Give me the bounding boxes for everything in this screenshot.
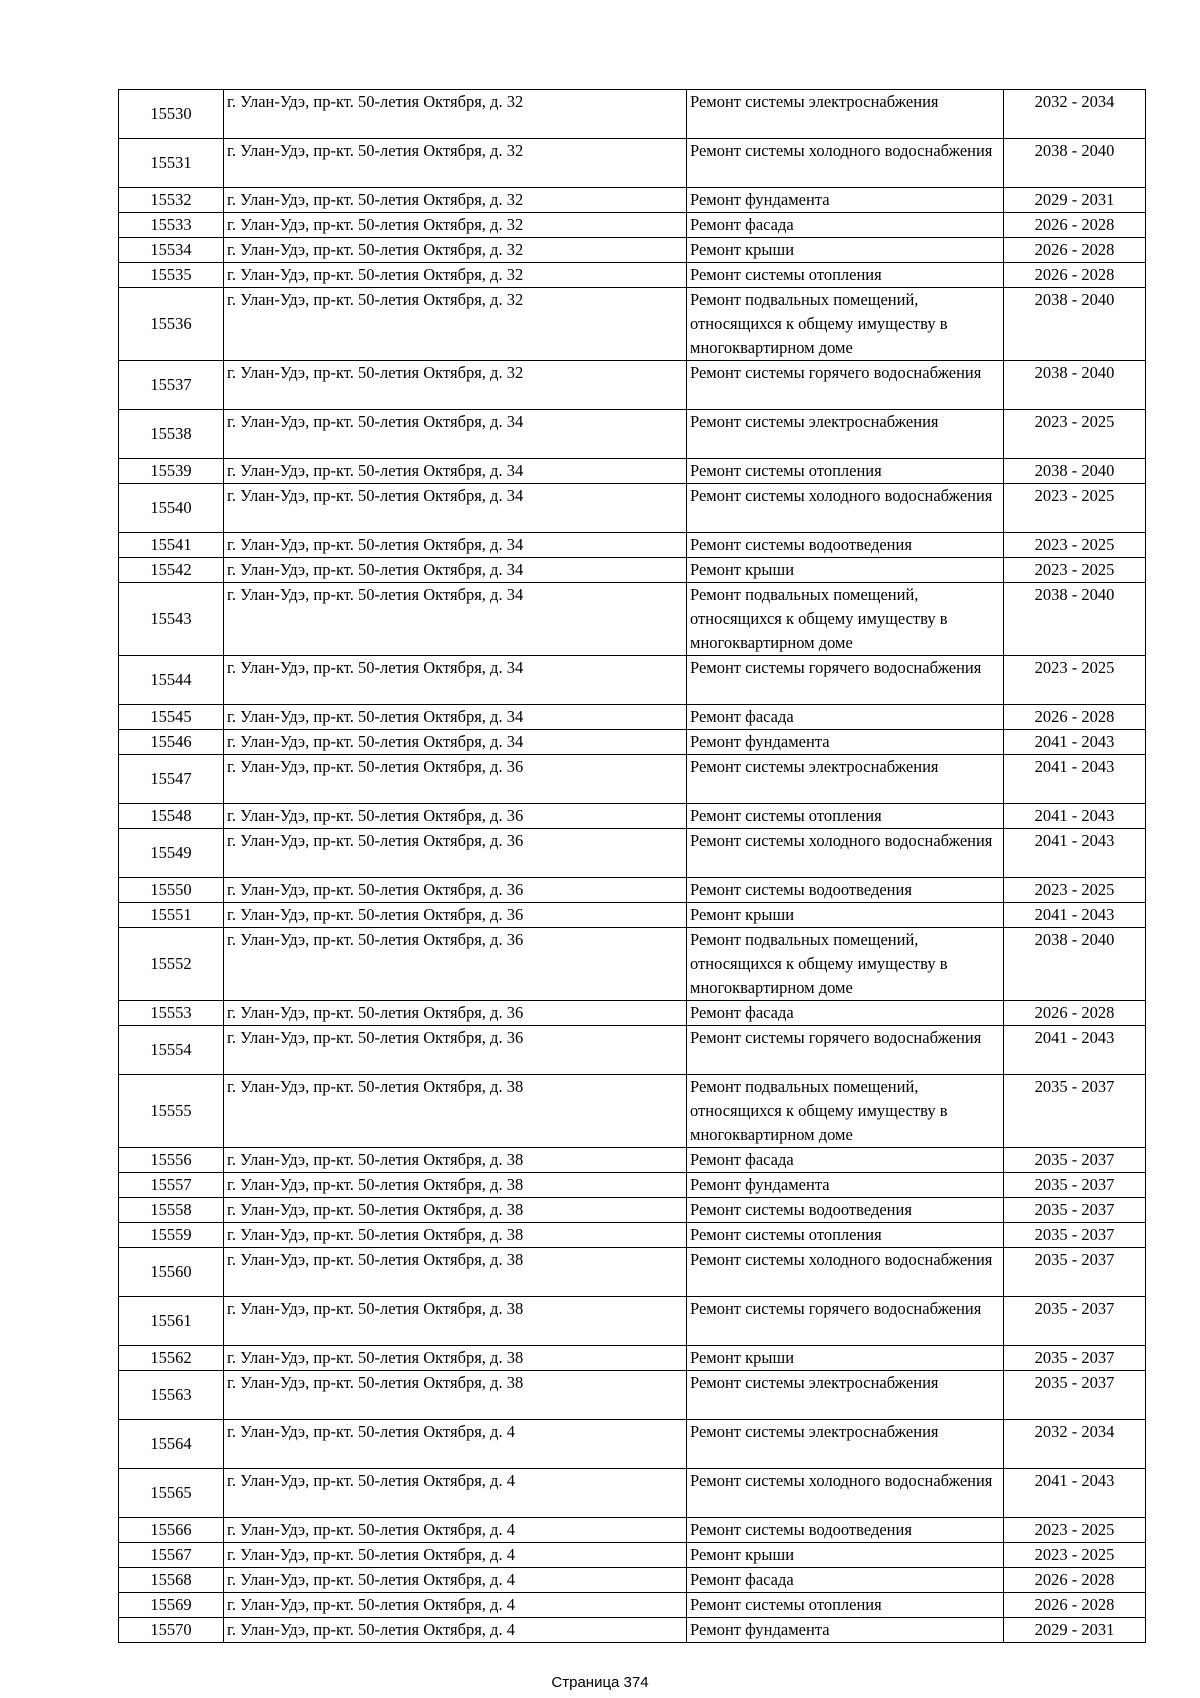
row-address: г. Улан-Удэ, пр-кт. 50-летия Октября, д. 36 — [224, 928, 687, 1001]
row-work-type: Ремонт системы водоотведения — [687, 533, 1004, 558]
row-period: 2041 - 2043 — [1004, 903, 1146, 928]
row-work-type: Ремонт фундамента — [687, 1173, 1004, 1198]
row-work-type: Ремонт системы горячего водоснабжения — [687, 361, 1004, 410]
row-period: 2038 - 2040 — [1004, 139, 1146, 188]
table-row — [119, 755, 1146, 804]
row-period: 2026 - 2028 — [1004, 705, 1146, 730]
table-row — [119, 705, 1146, 730]
row-number: 15541 — [119, 533, 224, 558]
table-row — [119, 361, 1146, 410]
row-number: 15565 — [119, 1469, 224, 1518]
row-number: 15556 — [119, 1148, 224, 1173]
row-period: 2023 - 2025 — [1004, 533, 1146, 558]
row-period: 2026 - 2028 — [1004, 263, 1146, 288]
row-work-type: Ремонт подвальных помещений, относящихся к общему имуществу в многоквартирном доме — [687, 288, 1004, 361]
table-row — [119, 1148, 1146, 1173]
row-work-type: Ремонт фасада — [687, 213, 1004, 238]
row-number: 15564 — [119, 1420, 224, 1469]
row-address: г. Улан-Удэ, пр-кт. 50-летия Октября, д. 34 — [224, 656, 687, 705]
row-number: 15534 — [119, 238, 224, 263]
row-number: 15530 — [119, 90, 224, 139]
row-period: 2038 - 2040 — [1004, 459, 1146, 484]
row-period: 2023 - 2025 — [1004, 656, 1146, 705]
row-address: г. Улан-Удэ, пр-кт. 50-летия Октября, д. 4 — [224, 1469, 687, 1518]
row-work-type: Ремонт подвальных помещений, относящихся к общему имуществу в многоквартирном доме — [687, 928, 1004, 1001]
row-work-type: Ремонт фасада — [687, 1001, 1004, 1026]
table-row — [119, 928, 1146, 1001]
table-row — [119, 1420, 1146, 1469]
row-address: г. Улан-Удэ, пр-кт. 50-летия Октября, д. 38 — [224, 1223, 687, 1248]
row-period: 2041 - 2043 — [1004, 804, 1146, 829]
row-address: г. Улан-Удэ, пр-кт. 50-летия Октября, д. 34 — [224, 459, 687, 484]
row-address: г. Улан-Удэ, пр-кт. 50-летия Октября, д. 36 — [224, 1001, 687, 1026]
table-row — [119, 484, 1146, 533]
row-work-type: Ремонт фасада — [687, 1148, 1004, 1173]
table-row — [119, 1223, 1146, 1248]
row-number: 15553 — [119, 1001, 224, 1026]
row-number: 15542 — [119, 558, 224, 583]
row-period: 2041 - 2043 — [1004, 1469, 1146, 1518]
row-address: г. Улан-Удэ, пр-кт. 50-летия Октября, д. 32 — [224, 188, 687, 213]
row-work-type: Ремонт системы холодного водоснабжения — [687, 484, 1004, 533]
row-period: 2026 - 2028 — [1004, 1568, 1146, 1593]
row-address: г. Улан-Удэ, пр-кт. 50-летия Октября, д. 36 — [224, 755, 687, 804]
row-number: 15533 — [119, 213, 224, 238]
row-work-type: Ремонт крыши — [687, 1543, 1004, 1568]
table-row — [119, 1001, 1146, 1026]
row-period: 2029 - 2031 — [1004, 1618, 1146, 1643]
row-work-type: Ремонт системы электроснабжения — [687, 1420, 1004, 1469]
table-body — [119, 90, 1146, 1643]
row-work-type: Ремонт системы электроснабжения — [687, 90, 1004, 139]
row-address: г. Улан-Удэ, пр-кт. 50-летия Октября, д. 32 — [224, 288, 687, 361]
row-work-type: Ремонт подвальных помещений, относящихся к общему имуществу в многоквартирном доме — [687, 583, 1004, 656]
row-period: 2023 - 2025 — [1004, 1543, 1146, 1568]
row-period: 2032 - 2034 — [1004, 90, 1146, 139]
row-period: 2035 - 2037 — [1004, 1248, 1146, 1297]
row-address: г. Улан-Удэ, пр-кт. 50-летия Октября, д. 32 — [224, 90, 687, 139]
row-number: 15550 — [119, 878, 224, 903]
row-period: 2035 - 2037 — [1004, 1075, 1146, 1148]
row-address: г. Улан-Удэ, пр-кт. 50-летия Октября, д. 38 — [224, 1371, 687, 1420]
row-address: г. Улан-Удэ, пр-кт. 50-летия Октября, д. 32 — [224, 263, 687, 288]
table-row — [119, 1518, 1146, 1543]
row-work-type: Ремонт системы отопления — [687, 263, 1004, 288]
table-row — [119, 583, 1146, 656]
row-number: 15570 — [119, 1618, 224, 1643]
row-work-type: Ремонт крыши — [687, 558, 1004, 583]
table-row — [119, 533, 1146, 558]
row-number: 15540 — [119, 484, 224, 533]
table-row — [119, 903, 1146, 928]
table-row — [119, 288, 1146, 361]
row-address: г. Улан-Удэ, пр-кт. 50-летия Октября, д. 32 — [224, 238, 687, 263]
row-period: 2026 - 2028 — [1004, 1593, 1146, 1618]
row-address: г. Улан-Удэ, пр-кт. 50-летия Октября, д. 34 — [224, 533, 687, 558]
row-address: г. Улан-Удэ, пр-кт. 50-летия Октября, д. 38 — [224, 1148, 687, 1173]
table-row — [119, 410, 1146, 459]
row-address: г. Улан-Удэ, пр-кт. 50-летия Октября, д. 4 — [224, 1618, 687, 1643]
row-work-type: Ремонт системы отопления — [687, 804, 1004, 829]
row-period: 2041 - 2043 — [1004, 1026, 1146, 1075]
table-row — [119, 829, 1146, 878]
row-work-type: Ремонт крыши — [687, 903, 1004, 928]
row-number: 15567 — [119, 1543, 224, 1568]
table-row — [119, 804, 1146, 829]
row-number: 15562 — [119, 1346, 224, 1371]
row-address: г. Улан-Удэ, пр-кт. 50-летия Октября, д. 38 — [224, 1198, 687, 1223]
row-address: г. Улан-Удэ, пр-кт. 50-летия Октября, д. 32 — [224, 361, 687, 410]
table-row — [119, 656, 1146, 705]
row-period: 2035 - 2037 — [1004, 1371, 1146, 1420]
row-work-type: Ремонт системы водоотведения — [687, 1198, 1004, 1223]
table-row — [119, 459, 1146, 484]
row-work-type: Ремонт системы горячего водоснабжения — [687, 656, 1004, 705]
row-work-type: Ремонт системы холодного водоснабжения — [687, 139, 1004, 188]
table-row — [119, 188, 1146, 213]
row-work-type: Ремонт системы водоотведения — [687, 1518, 1004, 1543]
row-period: 2035 - 2037 — [1004, 1346, 1146, 1371]
row-work-type: Ремонт крыши — [687, 238, 1004, 263]
row-period: 2023 - 2025 — [1004, 410, 1146, 459]
row-address: г. Улан-Удэ, пр-кт. 50-летия Октября, д. 38 — [224, 1248, 687, 1297]
table-row — [119, 878, 1146, 903]
row-number: 15563 — [119, 1371, 224, 1420]
row-work-type: Ремонт крыши — [687, 1346, 1004, 1371]
row-work-type: Ремонт системы горячего водоснабжения — [687, 1026, 1004, 1075]
row-number: 15559 — [119, 1223, 224, 1248]
row-address: г. Улан-Удэ, пр-кт. 50-летия Октября, д. 34 — [224, 410, 687, 459]
row-work-type: Ремонт системы отопления — [687, 459, 1004, 484]
row-period: 2032 - 2034 — [1004, 1420, 1146, 1469]
row-number: 15551 — [119, 903, 224, 928]
table-row — [119, 213, 1146, 238]
row-number: 15561 — [119, 1297, 224, 1346]
table-row — [119, 1297, 1146, 1346]
table-row — [119, 1248, 1146, 1297]
row-work-type: Ремонт системы холодного водоснабжения — [687, 829, 1004, 878]
row-work-type: Ремонт системы электроснабжения — [687, 1371, 1004, 1420]
row-address: г. Улан-Удэ, пр-кт. 50-летия Октября, д. 36 — [224, 878, 687, 903]
row-number: 15552 — [119, 928, 224, 1001]
row-number: 15545 — [119, 705, 224, 730]
table-row — [119, 730, 1146, 755]
row-address: г. Улан-Удэ, пр-кт. 50-летия Октября, д. 36 — [224, 903, 687, 928]
row-period: 2038 - 2040 — [1004, 928, 1146, 1001]
table-row — [119, 1618, 1146, 1643]
row-address: г. Улан-Удэ, пр-кт. 50-летия Октября, д. 4 — [224, 1543, 687, 1568]
row-work-type: Ремонт системы холодного водоснабжения — [687, 1248, 1004, 1297]
row-number: 15566 — [119, 1518, 224, 1543]
row-work-type: Ремонт системы холодного водоснабжения — [687, 1469, 1004, 1518]
row-work-type: Ремонт системы электроснабжения — [687, 410, 1004, 459]
table-row — [119, 558, 1146, 583]
row-number: 15547 — [119, 755, 224, 804]
row-address: г. Улан-Удэ, пр-кт. 50-летия Октября, д. 32 — [224, 213, 687, 238]
row-address: г. Улан-Удэ, пр-кт. 50-летия Октября, д. 34 — [224, 583, 687, 656]
row-period: 2035 - 2037 — [1004, 1148, 1146, 1173]
table-row — [119, 1026, 1146, 1075]
row-address: г. Улан-Удэ, пр-кт. 50-летия Октября, д. 36 — [224, 1026, 687, 1075]
table-row — [119, 1346, 1146, 1371]
row-work-type: Ремонт системы отопления — [687, 1223, 1004, 1248]
row-address: г. Улан-Удэ, пр-кт. 50-летия Октября, д. 4 — [224, 1420, 687, 1469]
row-work-type: Ремонт системы горячего водоснабжения — [687, 1297, 1004, 1346]
table-row — [119, 1173, 1146, 1198]
row-number: 15532 — [119, 188, 224, 213]
row-number: 15568 — [119, 1568, 224, 1593]
row-work-type: Ремонт фасада — [687, 705, 1004, 730]
row-work-type: Ремонт фундамента — [687, 188, 1004, 213]
row-address: г. Улан-Удэ, пр-кт. 50-летия Октября, д. 4 — [224, 1593, 687, 1618]
row-number: 15544 — [119, 656, 224, 705]
row-address: г. Улан-Удэ, пр-кт. 50-летия Октября, д. 4 — [224, 1518, 687, 1543]
row-address: г. Улан-Удэ, пр-кт. 50-летия Октября, д. 4 — [224, 1568, 687, 1593]
table-row — [119, 1371, 1146, 1420]
row-address: г. Улан-Удэ, пр-кт. 50-летия Октября, д. 34 — [224, 484, 687, 533]
row-work-type: Ремонт системы водоотведения — [687, 878, 1004, 903]
row-period: 2041 - 2043 — [1004, 730, 1146, 755]
row-address: г. Улан-Удэ, пр-кт. 50-летия Октября, д. 34 — [224, 730, 687, 755]
row-address: г. Улан-Удэ, пр-кт. 50-летия Октября, д. 38 — [224, 1346, 687, 1371]
table-row — [119, 1198, 1146, 1223]
table-row — [119, 139, 1146, 188]
row-period: 2029 - 2031 — [1004, 188, 1146, 213]
page-number: Страница 374 — [551, 1674, 649, 1691]
row-work-type: Ремонт подвальных помещений, относящихся к общему имуществу в многоквартирном доме — [687, 1075, 1004, 1148]
row-address: г. Улан-Удэ, пр-кт. 50-летия Октября, д. 32 — [224, 139, 687, 188]
row-period: 2023 - 2025 — [1004, 1518, 1146, 1543]
table-row — [119, 263, 1146, 288]
row-period: 2041 - 2043 — [1004, 755, 1146, 804]
row-number: 15537 — [119, 361, 224, 410]
row-number: 15546 — [119, 730, 224, 755]
table-row — [119, 90, 1146, 139]
row-number: 15569 — [119, 1593, 224, 1618]
row-number: 15558 — [119, 1198, 224, 1223]
repair-schedule-table — [118, 89, 1146, 1643]
row-number: 15560 — [119, 1248, 224, 1297]
row-period: 2023 - 2025 — [1004, 484, 1146, 533]
row-number: 15536 — [119, 288, 224, 361]
table-row — [119, 1469, 1146, 1518]
row-number: 15531 — [119, 139, 224, 188]
row-address: г. Улан-Удэ, пр-кт. 50-летия Октября, д. 34 — [224, 705, 687, 730]
row-number: 15554 — [119, 1026, 224, 1075]
row-number: 15557 — [119, 1173, 224, 1198]
row-number: 15539 — [119, 459, 224, 484]
row-period: 2026 - 2028 — [1004, 1001, 1146, 1026]
row-period: 2026 - 2028 — [1004, 238, 1146, 263]
row-address: г. Улан-Удэ, пр-кт. 50-летия Октября, д. 38 — [224, 1075, 687, 1148]
row-address: г. Улан-Удэ, пр-кт. 50-летия Октября, д. 36 — [224, 804, 687, 829]
row-work-type: Ремонт системы отопления — [687, 1593, 1004, 1618]
table-row — [119, 1075, 1146, 1148]
row-period: 2023 - 2025 — [1004, 558, 1146, 583]
row-period: 2035 - 2037 — [1004, 1198, 1146, 1223]
row-period: 2026 - 2028 — [1004, 213, 1146, 238]
row-number: 15555 — [119, 1075, 224, 1148]
row-number: 15549 — [119, 829, 224, 878]
row-period: 2038 - 2040 — [1004, 583, 1146, 656]
table-row — [119, 1543, 1146, 1568]
row-number: 15538 — [119, 410, 224, 459]
row-period: 2023 - 2025 — [1004, 878, 1146, 903]
table-row — [119, 238, 1146, 263]
row-work-type: Ремонт фундамента — [687, 1618, 1004, 1643]
row-period: 2035 - 2037 — [1004, 1223, 1146, 1248]
row-address: г. Улан-Удэ, пр-кт. 50-летия Октября, д. 38 — [224, 1297, 687, 1346]
row-number: 15535 — [119, 263, 224, 288]
row-period: 2038 - 2040 — [1004, 288, 1146, 361]
row-number: 15548 — [119, 804, 224, 829]
row-period: 2038 - 2040 — [1004, 361, 1146, 410]
row-work-type: Ремонт фундамента — [687, 730, 1004, 755]
row-address: г. Улан-Удэ, пр-кт. 50-летия Октября, д. 38 — [224, 1173, 687, 1198]
table-row — [119, 1568, 1146, 1593]
row-work-type: Ремонт системы электроснабжения — [687, 755, 1004, 804]
row-work-type: Ремонт фасада — [687, 1568, 1004, 1593]
row-period: 2035 - 2037 — [1004, 1297, 1146, 1346]
row-address: г. Улан-Удэ, пр-кт. 50-летия Октября, д. 34 — [224, 558, 687, 583]
row-period: 2041 - 2043 — [1004, 829, 1146, 878]
table-row — [119, 1593, 1146, 1618]
row-number: 15543 — [119, 583, 224, 656]
row-address: г. Улан-Удэ, пр-кт. 50-летия Октября, д. 36 — [224, 829, 687, 878]
row-period: 2035 - 2037 — [1004, 1173, 1146, 1198]
